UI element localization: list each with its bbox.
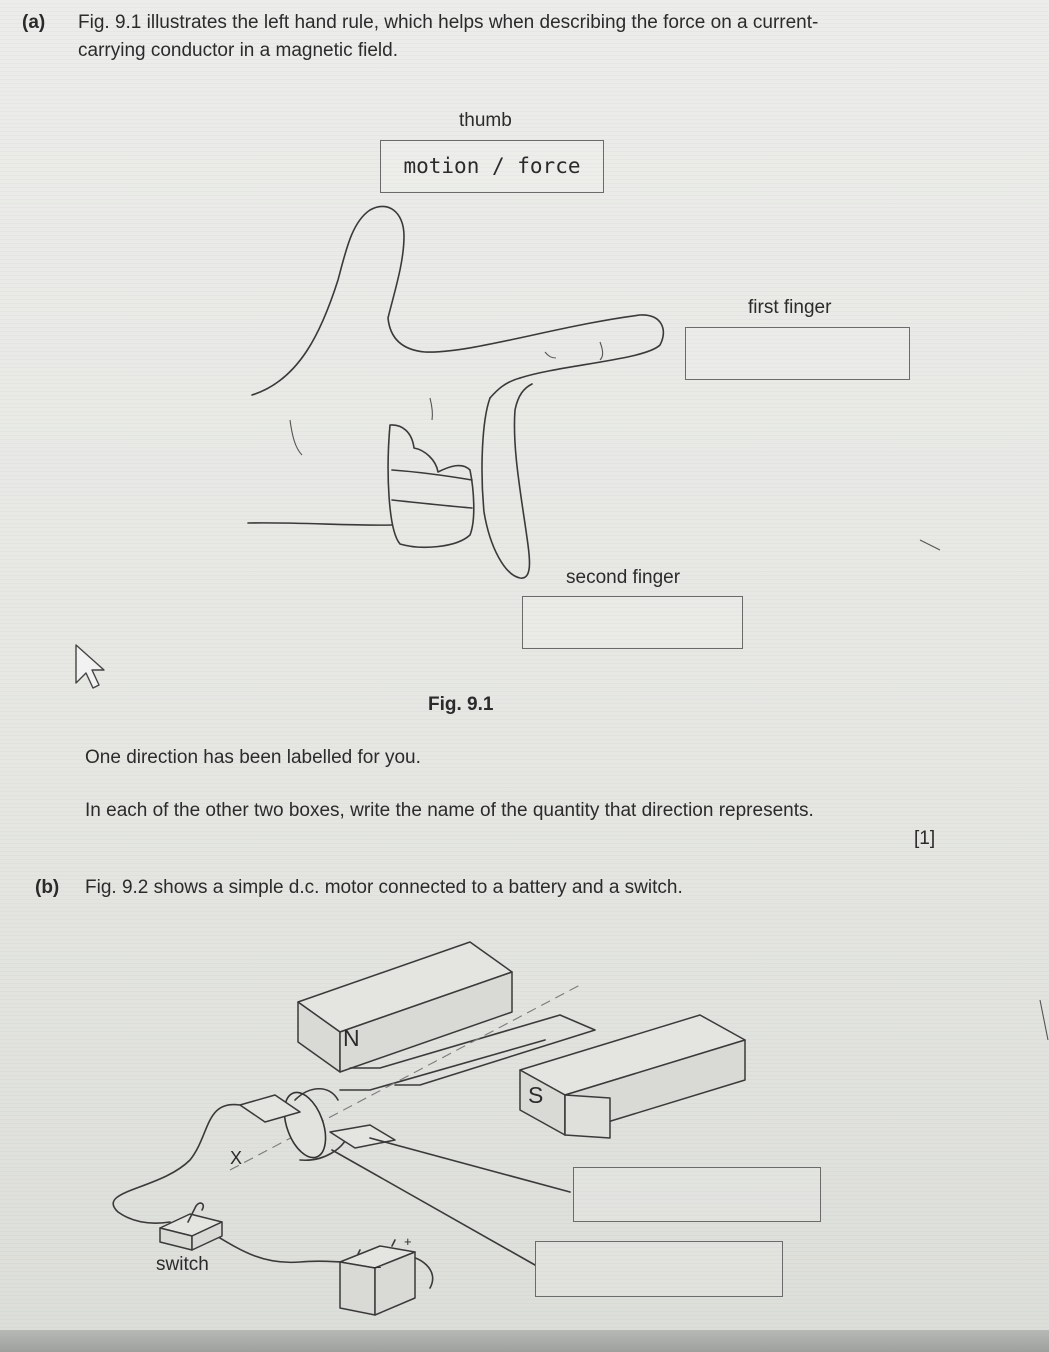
second-finger-label: second finger <box>566 567 681 588</box>
part-b-label: (b) <box>35 877 60 898</box>
thumb-box-text: motion / force <box>403 154 581 178</box>
thumb-label: thumb <box>459 110 512 131</box>
switch-label: switch <box>156 1254 209 1275</box>
north-pole-label: N <box>343 1025 360 1051</box>
part-a-intro-line2: carrying conductor in a magnetic field. <box>78 40 398 61</box>
question-a-line1: One direction has been labelled for you. <box>85 747 421 768</box>
screen-bottom-edge <box>0 1330 1049 1352</box>
fig91-caption: Fig. 9.1 <box>428 694 494 715</box>
motor-answer-box-2[interactable] <box>535 1241 783 1297</box>
part-a-intro-line1: Fig. 9.1 illustrates the left hand rule, which helps when describing the force on a current- <box>78 12 819 33</box>
part-a-label: (a) <box>22 12 46 33</box>
x-label: X <box>230 1148 243 1168</box>
battery-minus-label: – <box>373 1258 381 1274</box>
battery-plus-label: + <box>404 1234 412 1249</box>
question-a-marks: [1] <box>914 828 936 849</box>
motor-answer-box-1[interactable] <box>573 1167 821 1222</box>
part-b-intro: Fig. 9.2 shows a simple d.c. motor connected to a battery and a switch. <box>85 877 683 898</box>
first-finger-label: first finger <box>748 297 832 318</box>
question-a-line2: In each of the other two boxes, write the name of the quantity that direction represents. <box>85 800 814 821</box>
south-pole-label: S <box>528 1082 544 1108</box>
